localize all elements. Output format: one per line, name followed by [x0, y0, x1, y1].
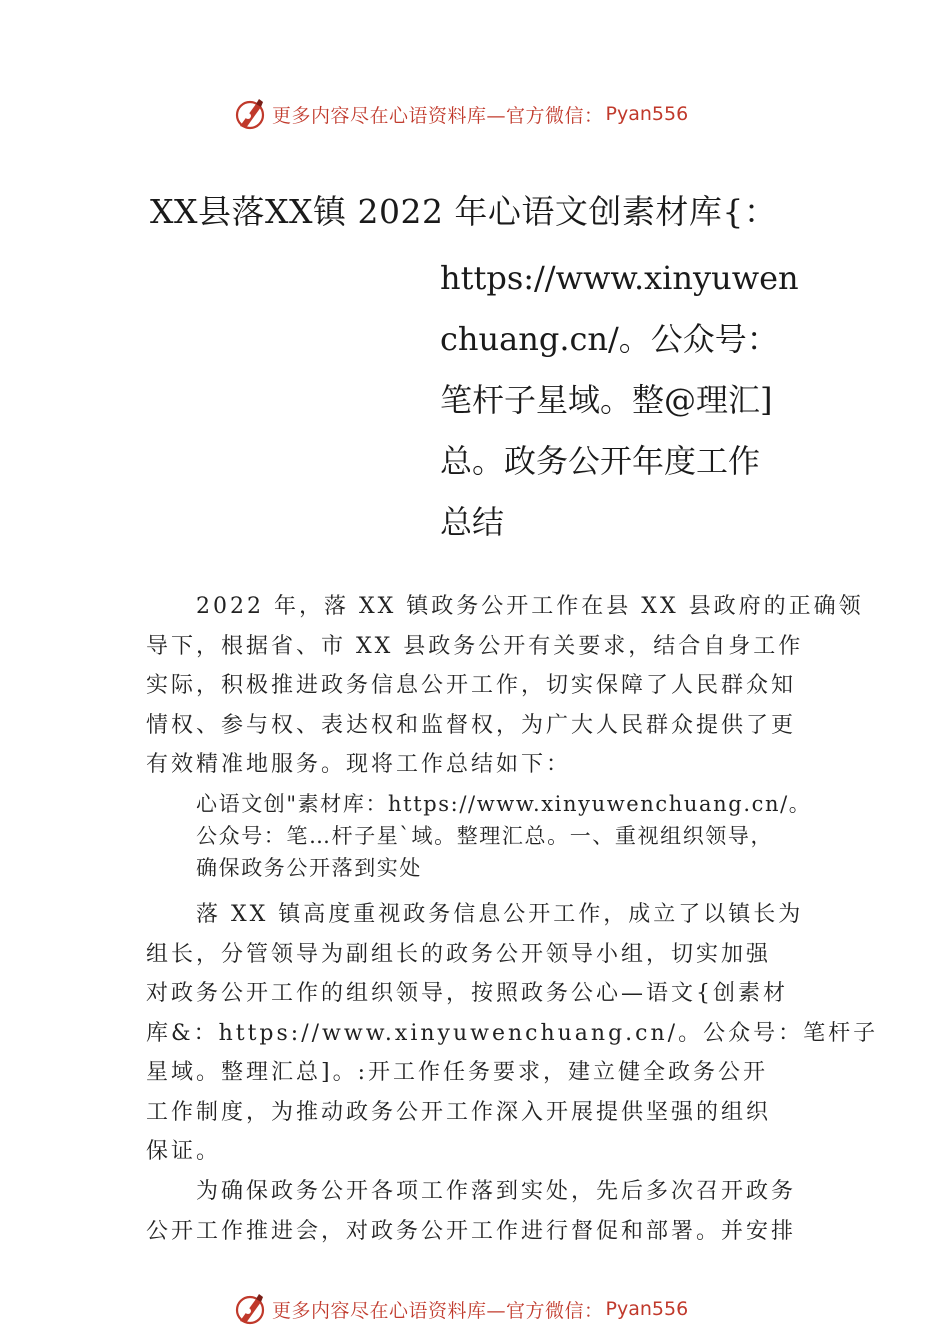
text-line: 公众号：笔…杆子星`域。整理汇总。一、重视组织领导， [196, 824, 774, 848]
text-line: 工作制度，为推动政务公开工作深入开展提供坚强的组织 [146, 1099, 772, 1125]
banner-text: 更多内容尽在心语资料库—官方微信： [272, 1299, 604, 1322]
paragraph-organization [146, 895, 879, 1172]
text-line: 2022 年，落 XX 镇政务公开工作在县 XX 县政府的正确领 [196, 594, 864, 619]
header-watermark-banner [232, 94, 688, 134]
text-line: 情权、参与权、表达权和监督权，为广大人民群众提供了更 [146, 712, 797, 738]
document-title-block [440, 248, 810, 553]
paragraph-meetings [146, 1172, 826, 1251]
text-line: 星域。整理汇总]。:开工作任务要求，建立健全政务公开 [146, 1060, 768, 1085]
title-line: 总。政务公开年度工作 [440, 442, 761, 480]
text-line: 确保政务公开落到实处 [196, 856, 422, 880]
title-line: 笔杆子星域。整@理汇] [440, 381, 773, 419]
text-line: 导下，根据省、市 XX 县政务公开有关要求，结合自身工作 [146, 633, 804, 659]
text-line: 保证。 [146, 1139, 222, 1164]
document-title-line: XX县落XX镇 2022 年心语文创素材库{： [150, 192, 778, 231]
text-line: 心语文创"素材库：https://www.xinyuwenchuang.cn/。 [196, 792, 812, 816]
paragraph-intro [146, 587, 864, 785]
text-line: 实际，积极推进政务信息公开工作，切实保障了人民群众知 [146, 673, 797, 698]
title-line: chuang.cn/。公众号： [440, 320, 779, 358]
title-line: https://www.xinyuwen [440, 259, 799, 297]
text-line: 为确保政务公开各项工作落到实处，先后多次召开政务 [196, 1179, 797, 1204]
text-line: 库&：https://www.xinyuwenchuang.cn/。公众号：笔杆子 [146, 1020, 879, 1046]
banner-contact: Pyan556 [605, 103, 689, 125]
text-line: 落 XX 镇高度重视政务信息公开工作，成立了以镇长为 [196, 902, 804, 927]
text-line: 组长，分管领导为副组长的政务公开领导小组，切实加强 [146, 941, 772, 967]
title-line: 总结 [440, 503, 505, 541]
banner-contact: Pyan556 [605, 1298, 689, 1320]
banner-text: 更多内容尽在心语资料库—官方微信： [272, 104, 604, 127]
paragraph-section-heading [196, 788, 811, 884]
text-line: 对政务公开工作的组织领导，按照政务公心—语文{创素材 [146, 981, 788, 1006]
pen-logo-icon [232, 96, 268, 132]
footer-watermark-banner [232, 1289, 688, 1329]
pen-logo-icon [232, 1291, 268, 1327]
text-line: 公开工作推进会，对政务公开工作进行督促和部署。并安排 [146, 1218, 797, 1244]
text-line: 有效精准地服务。现将工作总结如下： [146, 752, 572, 777]
